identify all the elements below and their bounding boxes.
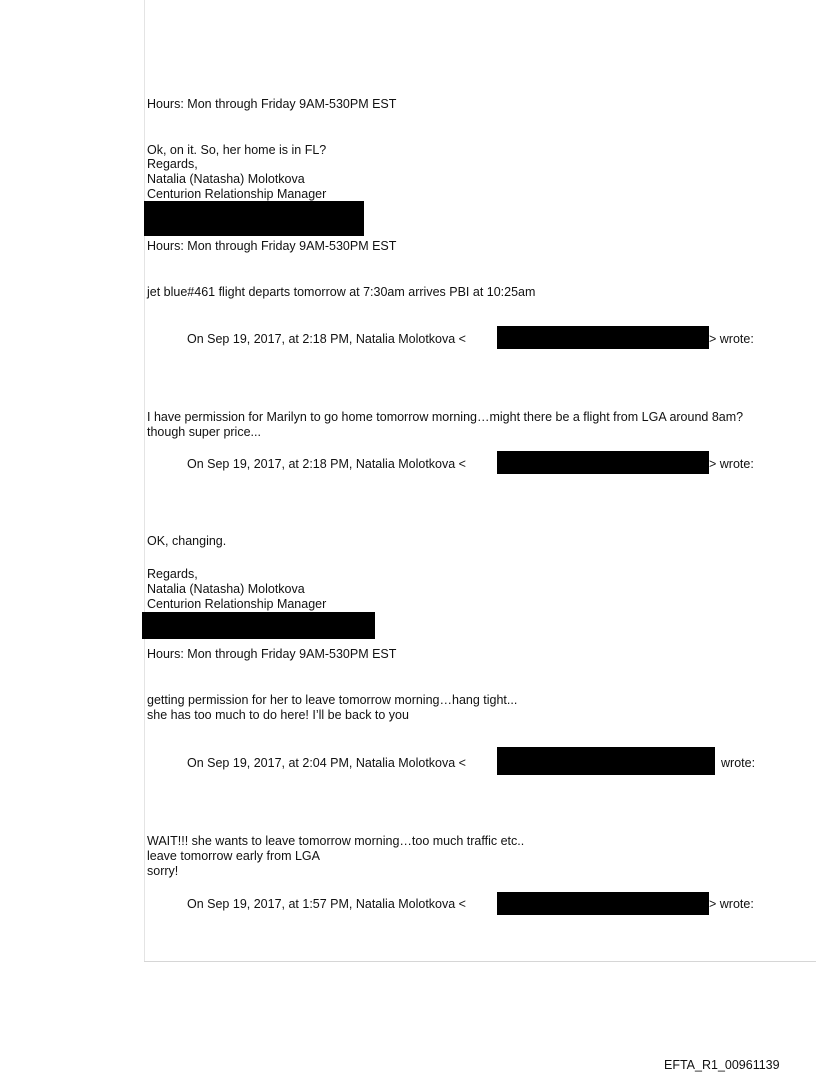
hours-line: Hours: Mon through Friday 9AM-530PM EST [147, 647, 397, 661]
message-line: jet blue#461 flight departs tomorrow at 7:30am arrives PBI at 10:25am [147, 285, 536, 299]
document-id-footer: EFTA_R1_00961139 [664, 1058, 780, 1072]
signature-name: Natalia (Natasha) Molotkova [147, 582, 305, 596]
redaction-box [497, 451, 709, 474]
page-frame-left-border [144, 0, 145, 962]
quote-header-prefix: On Sep 19, 2017, at 2:04 PM, Natalia Molotkova < [187, 756, 466, 770]
page-frame-bottom-border [144, 961, 816, 962]
redaction-box [497, 326, 709, 349]
quote-header-suffix: > wrote: [709, 332, 754, 346]
message-line: she has too much to do here! I’ll be back to you [147, 708, 409, 722]
signature-regards: Regards, [147, 567, 198, 581]
quote-header-prefix: On Sep 19, 2017, at 2:18 PM, Natalia Molotkova < [187, 457, 466, 471]
redaction-box [144, 201, 364, 236]
signature-regards: Regards, [147, 157, 198, 171]
quote-header-prefix: On Sep 19, 2017, at 1:57 PM, Natalia Molotkova < [187, 897, 466, 911]
message-line: getting permission for her to leave tomorrow morning…hang tight... [147, 693, 518, 707]
signature-title: Centurion Relationship Manager [147, 597, 327, 611]
message-line: sorry! [147, 864, 179, 878]
hours-line: Hours: Mon through Friday 9AM-530PM EST [147, 97, 397, 111]
message-line: Ok, on it. So, her home is in FL? [147, 143, 327, 157]
signature-name: Natalia (Natasha) Molotkova [147, 172, 305, 186]
message-line: though super price... [147, 425, 261, 439]
quote-header-suffix: wrote: [721, 756, 756, 770]
message-line: leave tomorrow early from LGA [147, 849, 320, 863]
message-line: I have permission for Marilyn to go home tomorrow morning…might there be a flight from LGA around 8am? [147, 410, 744, 424]
redaction-box [497, 892, 709, 915]
message-line: OK, changing. [147, 534, 227, 548]
hours-line: Hours: Mon through Friday 9AM-530PM EST [147, 239, 397, 253]
quote-header-suffix: > wrote: [709, 457, 754, 471]
quote-header-prefix: On Sep 19, 2017, at 2:18 PM, Natalia Molotkova < [187, 332, 466, 346]
quote-header-suffix: > wrote: [709, 897, 754, 911]
signature-title: Centurion Relationship Manager [147, 187, 327, 201]
redaction-box [142, 612, 375, 639]
redaction-box [497, 747, 715, 775]
message-line: WAIT!!! she wants to leave tomorrow morning…too much traffic etc.. [147, 834, 525, 848]
